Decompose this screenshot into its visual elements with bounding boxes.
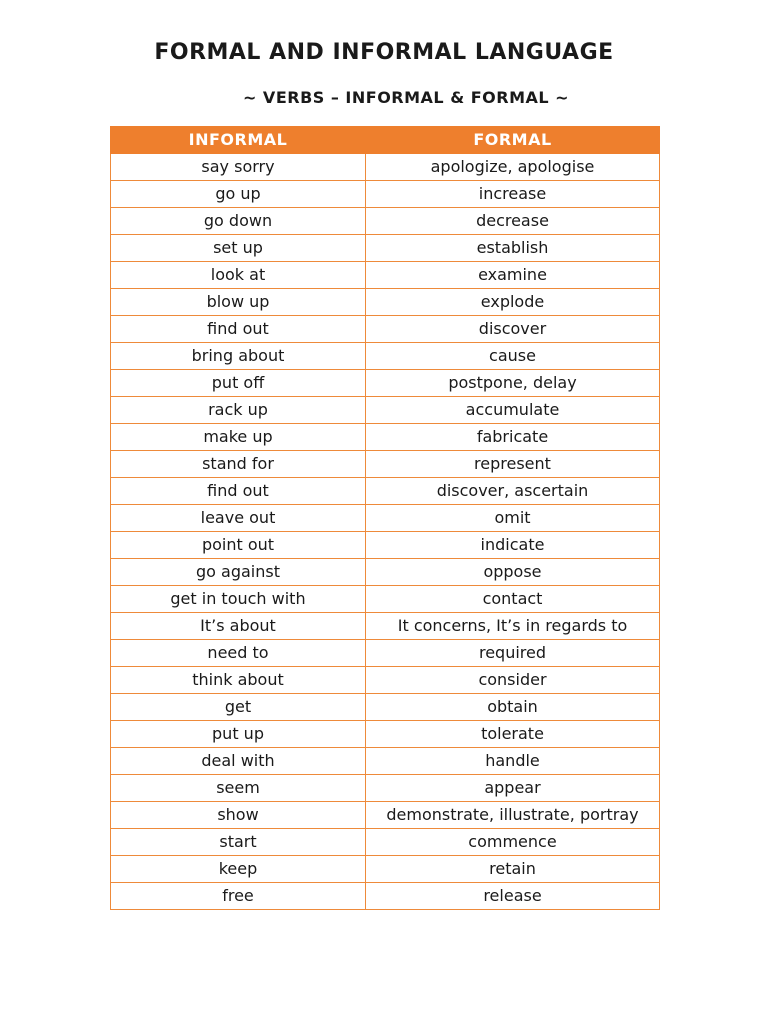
- informal-cell: set up: [111, 235, 366, 262]
- formal-cell: It concerns, It’s in regards to: [366, 613, 660, 640]
- formal-cell: handle: [366, 748, 660, 775]
- formal-cell: demonstrate, illustrate, portray: [366, 802, 660, 829]
- table-row: [111, 316, 660, 343]
- formal-cell: decrease: [366, 208, 660, 235]
- informal-cell: say sorry: [111, 154, 366, 181]
- informal-cell: show: [111, 802, 366, 829]
- table-row: [111, 478, 660, 505]
- table-row: [111, 667, 660, 694]
- table-row: [111, 370, 660, 397]
- informal-cell: bring about: [111, 343, 366, 370]
- formal-cell: contact: [366, 586, 660, 613]
- formal-cell: examine: [366, 262, 660, 289]
- table-row: [111, 154, 660, 181]
- informal-cell: go against: [111, 559, 366, 586]
- table-row: [111, 451, 660, 478]
- table-row: [111, 235, 660, 262]
- formal-cell: indicate: [366, 532, 660, 559]
- formal-cell: tolerate: [366, 721, 660, 748]
- informal-cell: find out: [111, 478, 366, 505]
- formal-cell: omit: [366, 505, 660, 532]
- informal-cell: It’s about: [111, 613, 366, 640]
- table-row: [111, 262, 660, 289]
- table-row: [111, 586, 660, 613]
- informal-cell: free: [111, 883, 366, 910]
- informal-cell: put up: [111, 721, 366, 748]
- informal-cell: think about: [111, 667, 366, 694]
- table-row: [111, 694, 660, 721]
- formal-cell: postpone, delay: [366, 370, 660, 397]
- informal-cell: start: [111, 829, 366, 856]
- table-row: [111, 802, 660, 829]
- informal-cell: point out: [111, 532, 366, 559]
- informal-cell: blow up: [111, 289, 366, 316]
- informal-cell: go up: [111, 181, 366, 208]
- formal-cell: discover, ascertain: [366, 478, 660, 505]
- informal-cell: get in touch with: [111, 586, 366, 613]
- table-row: [111, 721, 660, 748]
- table-row: [111, 559, 660, 586]
- informal-cell: put off: [111, 370, 366, 397]
- informal-cell: make up: [111, 424, 366, 451]
- table-row: [111, 181, 660, 208]
- page-title: FORMAL AND INFORMAL LANGUAGE: [154, 40, 614, 65]
- formal-cell: apologize, apologise: [366, 154, 660, 181]
- header-row: [111, 127, 660, 154]
- table-row: [111, 829, 660, 856]
- table-row: [111, 883, 660, 910]
- informal-cell: leave out: [111, 505, 366, 532]
- formal-cell: obtain: [366, 694, 660, 721]
- formal-cell: oppose: [366, 559, 660, 586]
- informal-cell: go down: [111, 208, 366, 235]
- table-row: [111, 748, 660, 775]
- table-row: [111, 640, 660, 667]
- informal-cell: keep: [111, 856, 366, 883]
- informal-cell: find out: [111, 316, 366, 343]
- table-row: [111, 208, 660, 235]
- column-header-formal: FORMAL: [366, 127, 660, 154]
- informal-cell: deal with: [111, 748, 366, 775]
- formal-cell: consider: [366, 667, 660, 694]
- formal-cell: increase: [366, 181, 660, 208]
- table-row: [111, 532, 660, 559]
- informal-cell: rack up: [111, 397, 366, 424]
- formal-cell: represent: [366, 451, 660, 478]
- formal-cell: retain: [366, 856, 660, 883]
- formal-cell: required: [366, 640, 660, 667]
- formal-cell: discover: [366, 316, 660, 343]
- page-subtitle: ~ VERBS – INFORMAL & FORMAL ~: [242, 88, 570, 107]
- table-row: [111, 424, 660, 451]
- table-row: [111, 343, 660, 370]
- table-row: [111, 856, 660, 883]
- vocabulary-table: [110, 126, 660, 910]
- formal-cell: appear: [366, 775, 660, 802]
- formal-cell: establish: [366, 235, 660, 262]
- column-header-informal: INFORMAL: [111, 127, 366, 154]
- formal-cell: fabricate: [366, 424, 660, 451]
- formal-cell: release: [366, 883, 660, 910]
- table-row: [111, 289, 660, 316]
- table-header: [111, 127, 660, 154]
- table-row: [111, 613, 660, 640]
- formal-cell: commence: [366, 829, 660, 856]
- informal-cell: need to: [111, 640, 366, 667]
- table-row: [111, 397, 660, 424]
- informal-cell: get: [111, 694, 366, 721]
- informal-cell: look at: [111, 262, 366, 289]
- table-row: [111, 775, 660, 802]
- table-row: [111, 505, 660, 532]
- formal-cell: cause: [366, 343, 660, 370]
- informal-cell: stand for: [111, 451, 366, 478]
- informal-cell: seem: [111, 775, 366, 802]
- table-body: [111, 154, 660, 910]
- formal-cell: accumulate: [366, 397, 660, 424]
- formal-cell: explode: [366, 289, 660, 316]
